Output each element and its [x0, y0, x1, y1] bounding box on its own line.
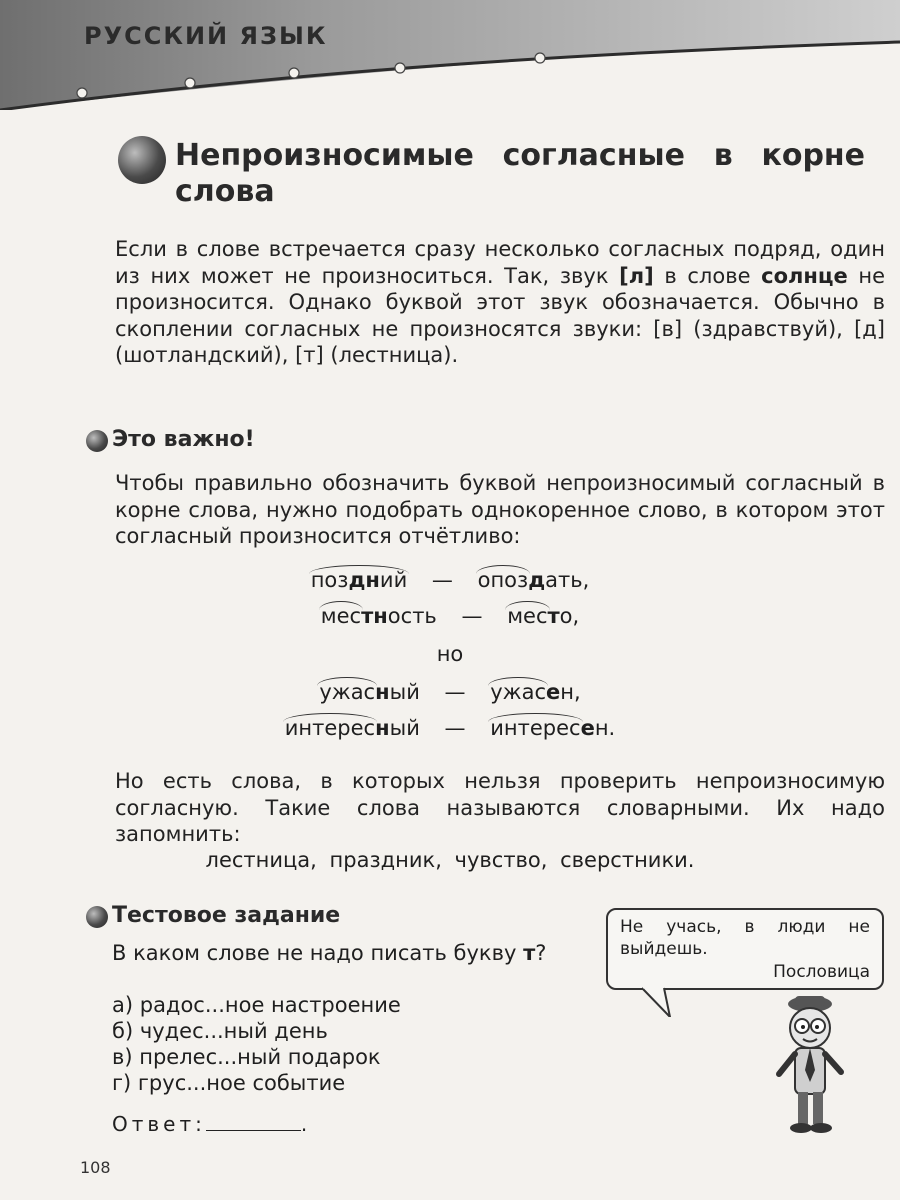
question-letter: т [523, 941, 536, 965]
cartoon-character-icon [765, 992, 855, 1142]
title-bullet-icon [118, 136, 166, 184]
example-pair [0, 568, 900, 592]
page-number: 108 [80, 1158, 111, 1177]
test-option[interactable]: б) чудес...ный день [112, 1019, 328, 1043]
answer-blank[interactable] [206, 1112, 301, 1131]
example-word: интересен. [490, 716, 616, 740]
example-dash: — [431, 568, 453, 592]
answer-field[interactable] [112, 1112, 311, 1136]
section-title: РУССКИЙ ЯЗЫК [84, 22, 328, 50]
example-word: место, [507, 604, 580, 628]
test-bullet-icon [86, 906, 108, 928]
proverb-bubble [606, 908, 884, 990]
answer-label: Ответ: [112, 1112, 206, 1136]
header-band [0, 0, 900, 110]
dictionary-paragraph: Но есть слова, в которых нельзя проверить непроизносимую согласную. Такие слова называются словарными. Их надо запомнить: [115, 769, 885, 846]
intro-word: солнце [761, 263, 848, 288]
example-no: но [436, 642, 464, 666]
question-text: ? [535, 941, 547, 965]
important-bullet-icon [86, 430, 108, 452]
important-paragraph: Чтобы правильно обозначить буквой непроизносимый согласный в корне слова, нужно подобрать однокоренное слово, в котором этот согласный произносится отчётливо: [115, 471, 885, 548]
proverb-source: Пословица [773, 962, 870, 982]
question-text: В каком слове не надо писать букву [112, 941, 524, 965]
example-pair [0, 680, 900, 704]
example-pair [0, 716, 900, 740]
test-heading: Тестовое задание [112, 903, 341, 928]
example-dash: — [444, 680, 466, 704]
example-word: местность [320, 604, 437, 628]
proverb-text: Не учась, в люди не выйдешь. [620, 917, 870, 959]
example-word: ужасный [319, 680, 420, 704]
answer-end: . [300, 1112, 312, 1136]
example-word: ужасен, [490, 680, 581, 704]
bubble-tail-icon [640, 987, 680, 1017]
dictionary-words: лестница, праздник, чувство, сверстники. [205, 848, 695, 872]
intro-text: Если в слове встречается сразу несколько согласных подряд, один из них может не произноситься. Так, звук [115, 237, 885, 288]
important-heading: Это важно! [112, 427, 255, 452]
test-option[interactable]: в) прелес...ный подарок [112, 1045, 381, 1069]
example-pair [0, 604, 900, 628]
test-option[interactable]: г) грус...ное событие [112, 1071, 346, 1095]
example-dash: — [461, 604, 483, 628]
intro-paragraph [115, 236, 885, 369]
example-dash: — [444, 716, 466, 740]
intro-sound: [л] [619, 263, 654, 288]
example-word: интересный [284, 716, 420, 740]
lesson-title: Непроизносимые согласные в корне слова [175, 138, 865, 209]
example-word: поздний [310, 568, 408, 592]
test-option[interactable]: а) радос...ное настроение [112, 993, 401, 1017]
intro-text: в слове [653, 263, 762, 288]
intro-text: не произносится. Однако буквой этот звук обозначается. Обычно в скоплении согласных не произносятся звуки: [в] (здравствуй), [д] (шотландский), [т] (лестница). [115, 263, 886, 367]
example-word: опоздать, [477, 568, 590, 592]
test-question [112, 940, 572, 966]
